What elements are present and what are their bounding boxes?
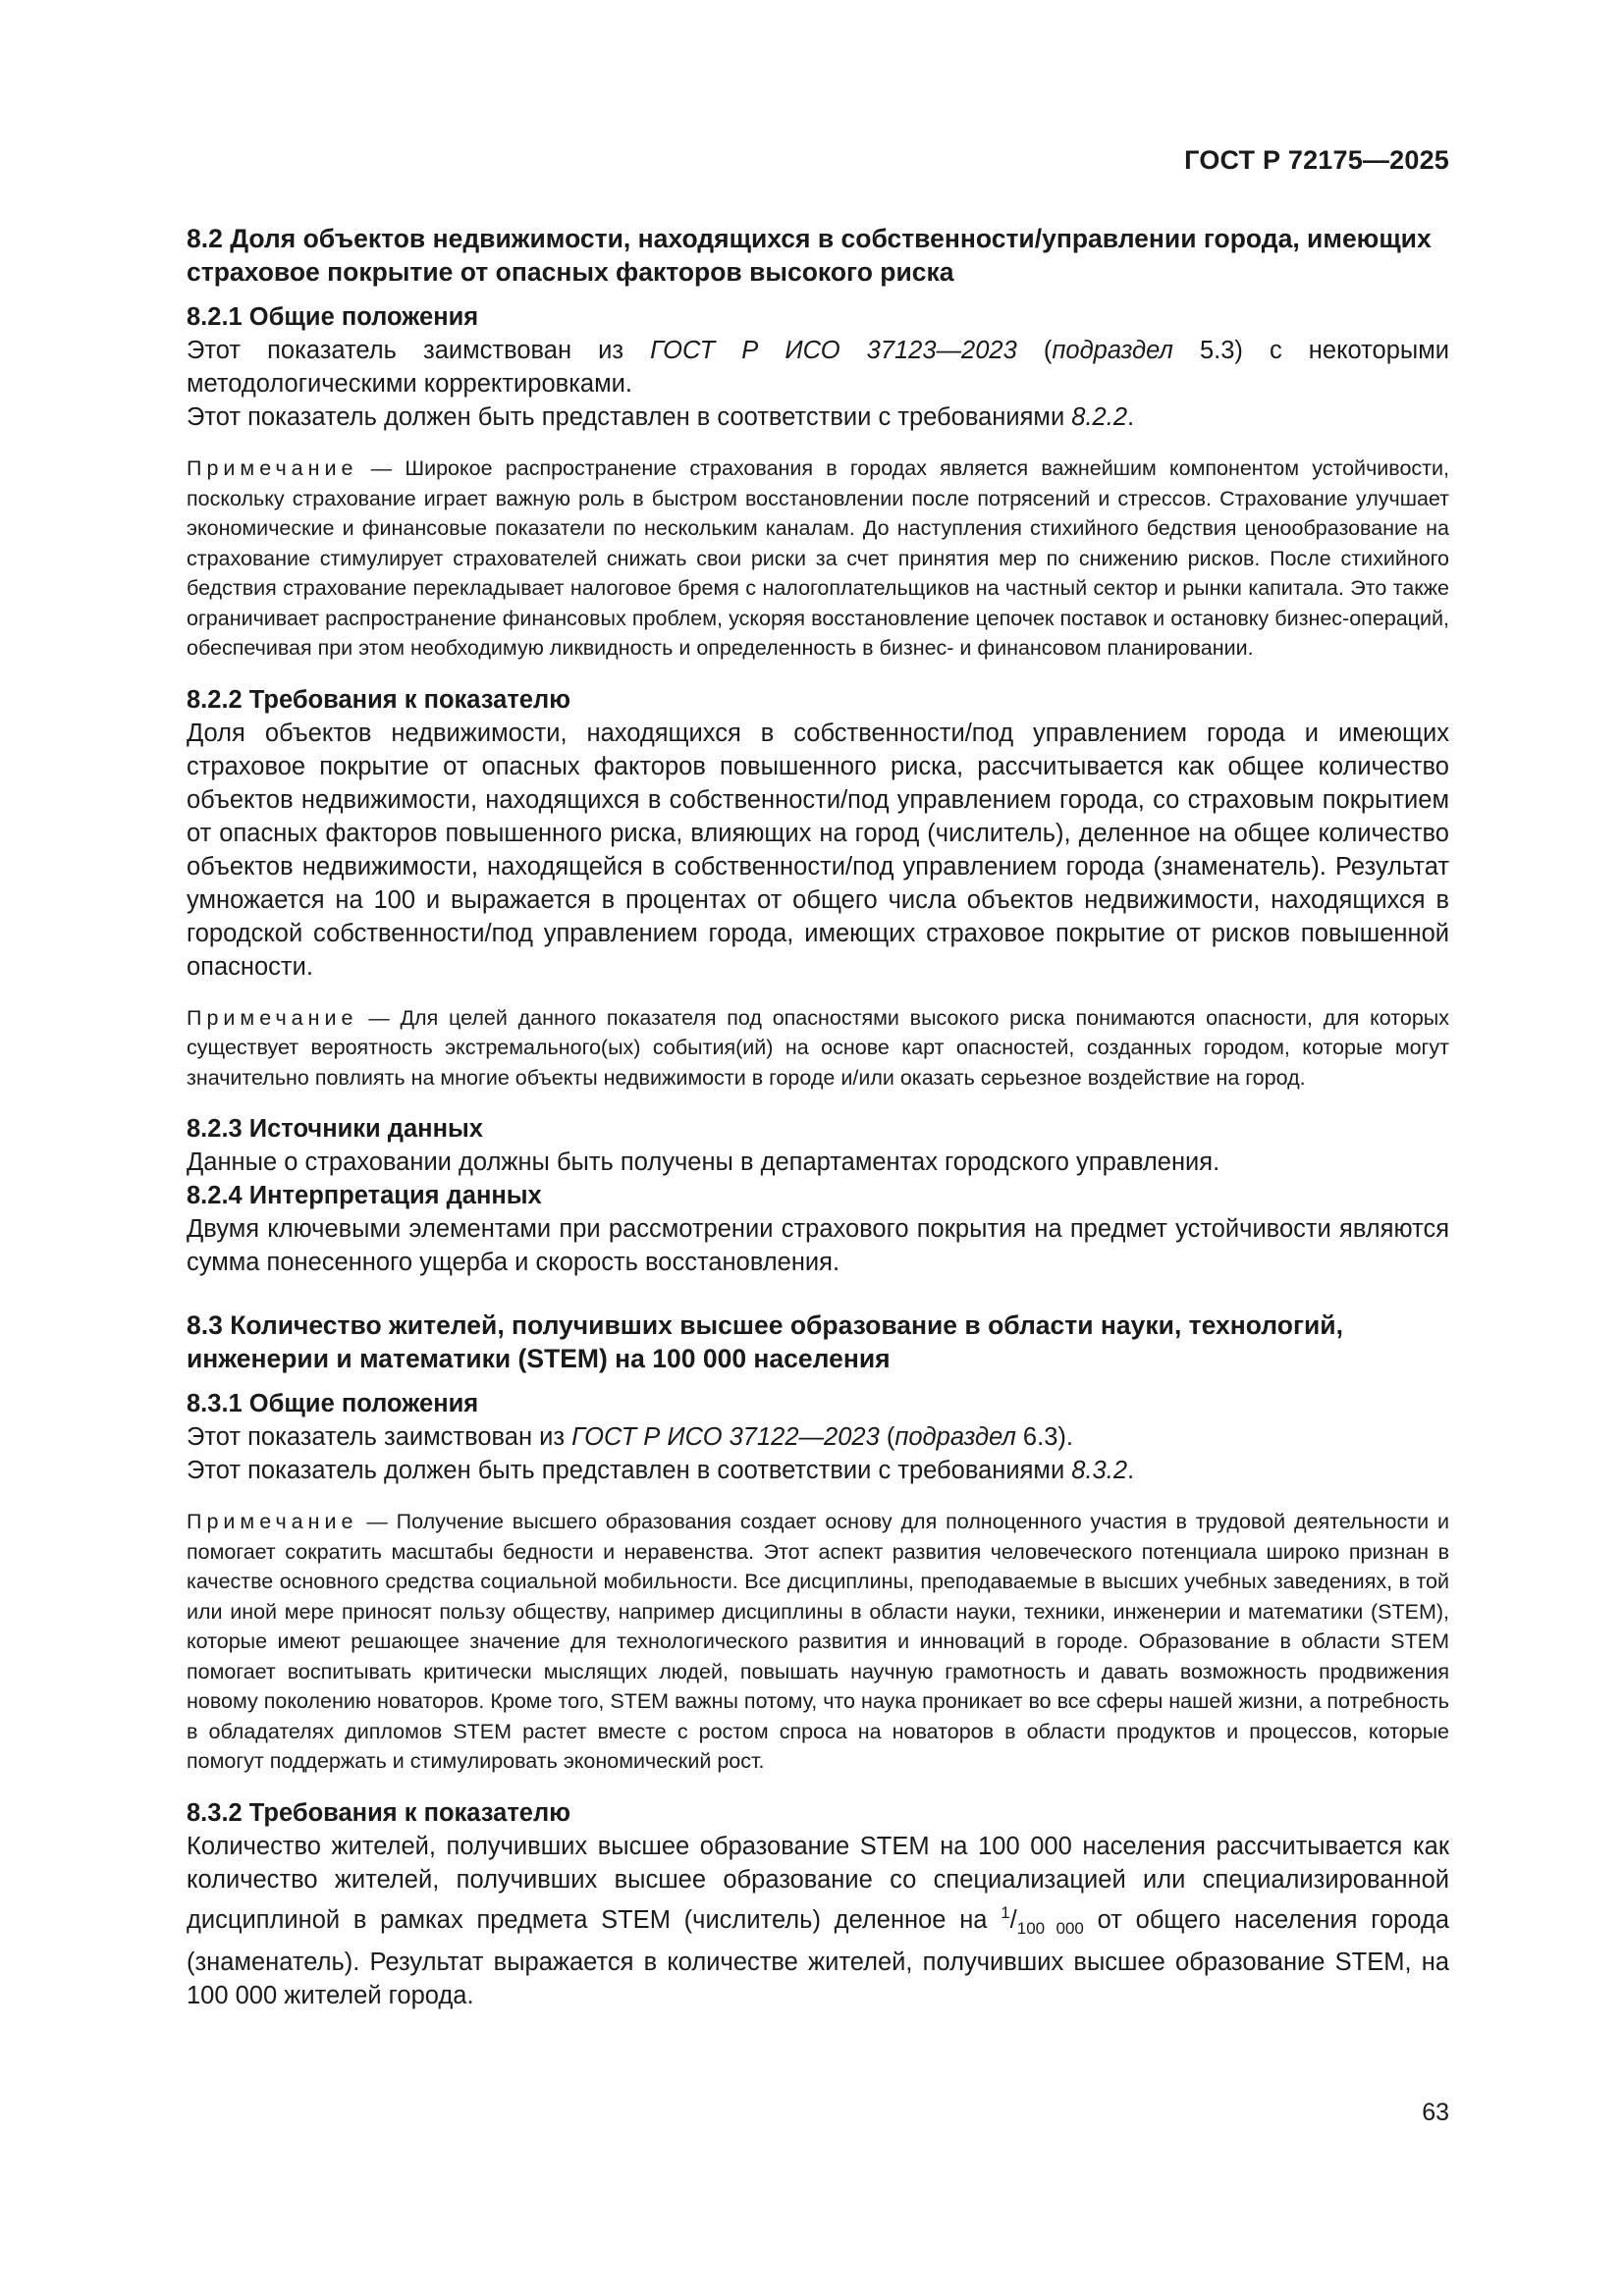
fraction-one-per-100000: $^1/_{100 000}$ [1001, 1902, 1084, 1938]
paragraph-8-2-2-requirement: Доля объектов недвижимости, находящихся в собственности/под управлением города и имеющих страховое покрытие от опасных факторов повышенного риска, рассчитывается как общее количество объектов недвижимости, находящихся в собственности/под управлением города, со страховым покрытием от опасных факторов повышенного риска, влияющих на город (числитель), деленное на общее количество объектов недвижимости, находящейся в собственности/под управлением города (знаменатель). Результат умножается на 100 и выражается в процентах от общего числа объектов недвижимости, находящихся в городской собственности/под управлением города, имеющих страховое покрытие от рисков повышенной опасности. [187, 719, 1449, 981]
subsection-title-8-3-1: 8.3.1 Общие положения [187, 1390, 479, 1417]
paragraph-8-3-1-requirement: Этот показатель должен быть представлен в соответствии с требованиями 8.3.2. [187, 1457, 1135, 1484]
note-8-2-2: Примечание — Для целей данного показателя под опасностями высокого риска понимаются опасности, для которых существует вероятность экстремального(ых) события(ий) на основе карт опасностей, созданных городом, которые могут значительно повлиять на многие объекты недвижимости в городе и/или оказать серьезное воздействие на город. [187, 1005, 1449, 1090]
page-number: 63 [1422, 2099, 1449, 2126]
paragraph-8-3-2-requirement: Количество жителей, получивших высшее образование STEM на 100 000 населения рассчитывается как количество жителей, получивших высшее образование со специализацией или специализированной дисциплиной в рамках предмета STEM (числитель) деленное на $^1/_{100 000}$ от общего населения города (знаменатель). Результат выражается в количестве жителей, получивших высшее образование STEM, на 100 000 жителей города. [187, 1832, 1450, 2009]
reference-8-3-2: 8.3.2 [1071, 1457, 1127, 1484]
reference-gost-37122: ГОСТ Р ИСО 37122—2023 [571, 1423, 880, 1451]
section-title-8-3: 8.3 Количество жителей, получивших высшее образование в области науки, технологий, инженерии и математики (STEM) на 100 000 населения [187, 1310, 1343, 1373]
paragraph-8-2-3-sources: Данные о страховании должны быть получены в департаментах городского управления. [187, 1148, 1220, 1176]
section-title-8-2: 8.2 Доля объектов недвижимости, находящихся в собственности/управлении города, имеющих страховое покрытие от опасных факторов высокого риска [187, 224, 1432, 287]
page-content [187, 222, 1449, 2012]
note-label: Примечание [187, 1510, 358, 1533]
standard-designation: ГОСТ Р 72175—2025 [1184, 145, 1449, 175]
note-label: Примечание [187, 1005, 358, 1030]
paragraph-8-2-4-interpretation: Двумя ключевыми элементами при рассмотрении страхового покрытия на предмет устойчивости являются сумма понесенного ущерба и скорость восстановления. [187, 1215, 1449, 1276]
subsection-title-8-2-4: 8.2.4 Интерпретация данных [187, 1182, 542, 1209]
subsection-title-8-2-3: 8.2.3 Источники данных [187, 1115, 483, 1143]
paragraph-8-3-1-source: Этот показатель заимствован из ГОСТ Р ИСО 37122—2023 (подраздел 6.3). [187, 1423, 1073, 1451]
note-8-2-1: Примечание — Широкое распространение страхования в городах является важнейшим компонентом устойчивости, поскольку страхование играет важную роль в быстром восстановлении после потрясений и стрессов. Страхование улучшает экономические и финансовые показатели по нескольким каналам. До наступления стихийного бедствия ценообразование на страхование стимулирует страхователей снижать свои риски за счет принятия мер по снижению рисков. После стихийного бедствия страхование перекладывает налоговое бремя с налогоплательщиков на частный сектор и рынки капитала. Это также ограничивает распространение финансовых проблем, ускоряя восстановление цепочек поставок и остановку бизнес-операций, обеспечивая при этом необходимую ликвидность и определенность в бизнес- и финансовом планировании. [187, 456, 1449, 660]
subsection-title-8-2-2: 8.2.2 Требования к показателю [187, 685, 570, 714]
paragraph-8-2-1-requirement: Этот показатель должен быть представлен в соответствии с требованиями 8.2.2. [187, 403, 1135, 431]
subsection-title-8-3-2: 8.3.2 Требования к показателю [187, 1798, 570, 1827]
reference-gost-37123: ГОСТ Р ИСО 37123—2023 [650, 337, 1017, 364]
note-label: Примечание [187, 456, 358, 480]
paragraph-8-2-1-source: Этот показатель заимствован из ГОСТ Р ИСО 37123—2023 (подраздел 5.3) с некоторыми методологическими корректировками. [187, 337, 1449, 398]
note-8-3-1: Примечание — Получение высшего образования создает основу для полноценного участия в трудовой деятельности и помогает сократить масштабы бедности и неравенства. Этот аспект развития человеческого потенциала широко признан в качестве основного средства социальной мобильности. Все дисциплины, преподаваемые в высших учебных заведениях, в той или иной мере приносят пользу обществу, например дисциплины в области науки, техники, инженерии и математики (STEM), которые имеют решающее значение для технологического развития и инноваций в городе. Образование в области STEM помогает воспитывать критически мыслящих людей, повышать научную грамотность и давать возможность продвижения новому поколению новаторов. Кроме того, STEM важны потому, что наука проникает во все сферы нашей жизни, а потребность в обладателях дипломов STEM растет вместе с ростом спроса на новаторов в области продуктов и процессов, которые помогут поддержать и стимулировать экономический рост. [187, 1510, 1449, 1773]
reference-8-2-2: 8.2.2 [1071, 403, 1127, 431]
subsection-title-8-2-1: 8.2.1 Общие положения [187, 303, 479, 331]
